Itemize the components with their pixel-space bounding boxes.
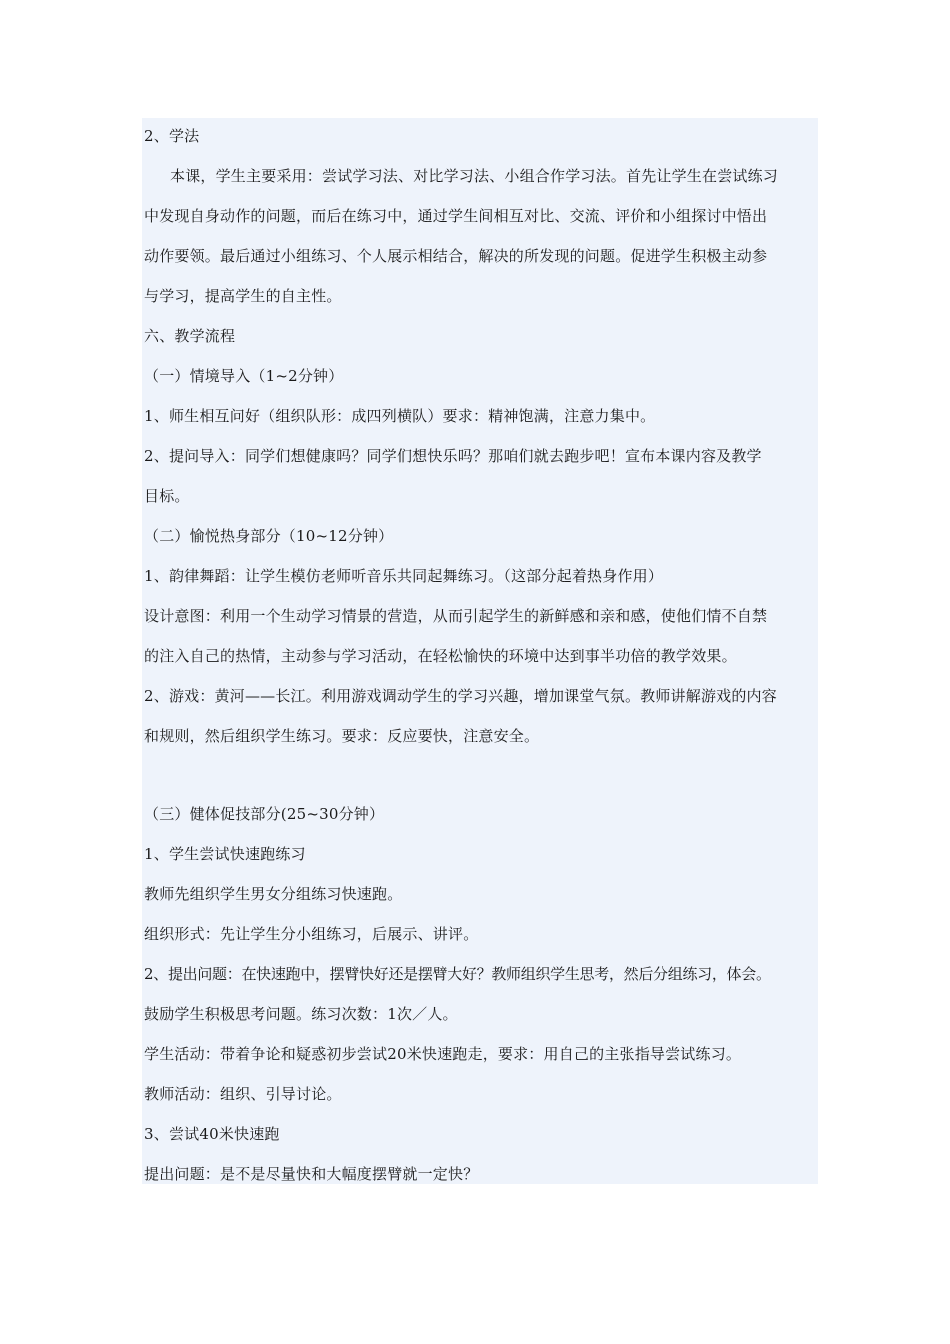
subsection-heading: （一）情境导入（1~2分钟） xyxy=(144,367,344,385)
paragraph-line: 教师活动：组织、引导讨论。 xyxy=(144,1085,342,1103)
paragraph-line: 目标。 xyxy=(144,487,190,505)
paragraph-line: 3、尝试40米快速跑 xyxy=(144,1125,280,1143)
paragraph-line: 和规则，然后组织学生练习。要求：反应要快，注意安全。 xyxy=(144,727,540,745)
paragraph-line: 中发现自身动作的问题，而后在练习中，通过学生间相互对比、交流、评价和小组探讨中悟出 xyxy=(144,207,768,225)
paragraph-line: 提出问题：是不是尽量快和大幅度摆臂就一定快？ xyxy=(144,1165,479,1183)
section-heading-teaching-flow: 六、教学流程 xyxy=(144,327,236,345)
section-heading-study-method: 2、学法 xyxy=(144,127,200,145)
paragraph-line: 的注入自己的热情，主动参与学习活动，在轻松愉快的环境中达到事半功倍的教学效果。 xyxy=(144,647,737,665)
paragraph-line: 1、韵律舞蹈：让学生模仿老师听音乐共同起舞练习。（这部分起着热身作用） xyxy=(144,567,664,585)
paragraph-line: 组织形式：先让学生分小组练习，后展示、讲评。 xyxy=(144,925,479,943)
document-page xyxy=(142,118,818,1184)
paragraph-line: 本课，学生主要采用：尝试学习法、对比学习法、小组合作学习法。首先让学生在尝试练习 xyxy=(170,167,779,185)
subsection-heading: （二）愉悦热身部分（10~12分钟） xyxy=(144,527,394,545)
paragraph-line: 动作要领。最后通过小组练习、个人展示相结合，解决的所发现的问题。促进学生积极主动参 xyxy=(144,247,768,265)
paragraph-line: 1、师生相互问好（组织队形：成四列横队）要求：精神饱满，注意力集中。 xyxy=(144,407,656,425)
paragraph-line: 鼓励学生积极思考问题。练习次数：1次／人。 xyxy=(144,1005,458,1023)
paragraph-line: 1、学生尝试快速跑练习 xyxy=(144,845,306,863)
paragraph-line: 2、提出问题：在快速跑中，摆臂快好还是摆臂大好？教师组织学生思考，然后分组练习，体会。 xyxy=(144,965,771,983)
paragraph-line: 教师先组织学生男女分组练习快速跑。 xyxy=(144,885,403,903)
paragraph-line: 2、提问导入：同学们想健康吗？同学们想快乐吗？那咱们就去跑步吧！宣布本课内容及教学 xyxy=(144,447,762,465)
paragraph-line: 设计意图：利用一个生动学习情景的营造，从而引起学生的新鲜感和亲和感，使他们情不自禁 xyxy=(144,607,768,625)
paragraph-line: 与学习，提高学生的自主性。 xyxy=(144,287,342,305)
paragraph-line: 2、游戏：黄河——长江。利用游戏调动学生的学习兴趣，增加课堂气氛。教师讲解游戏的内容 xyxy=(144,687,777,705)
paragraph-line: 学生活动：带着争论和疑惑初步尝试20米快速跑走，要求：用自己的主张指导尝试练习。 xyxy=(144,1045,742,1063)
subsection-heading: （三）健体促技部分(25~30分钟） xyxy=(144,805,385,823)
